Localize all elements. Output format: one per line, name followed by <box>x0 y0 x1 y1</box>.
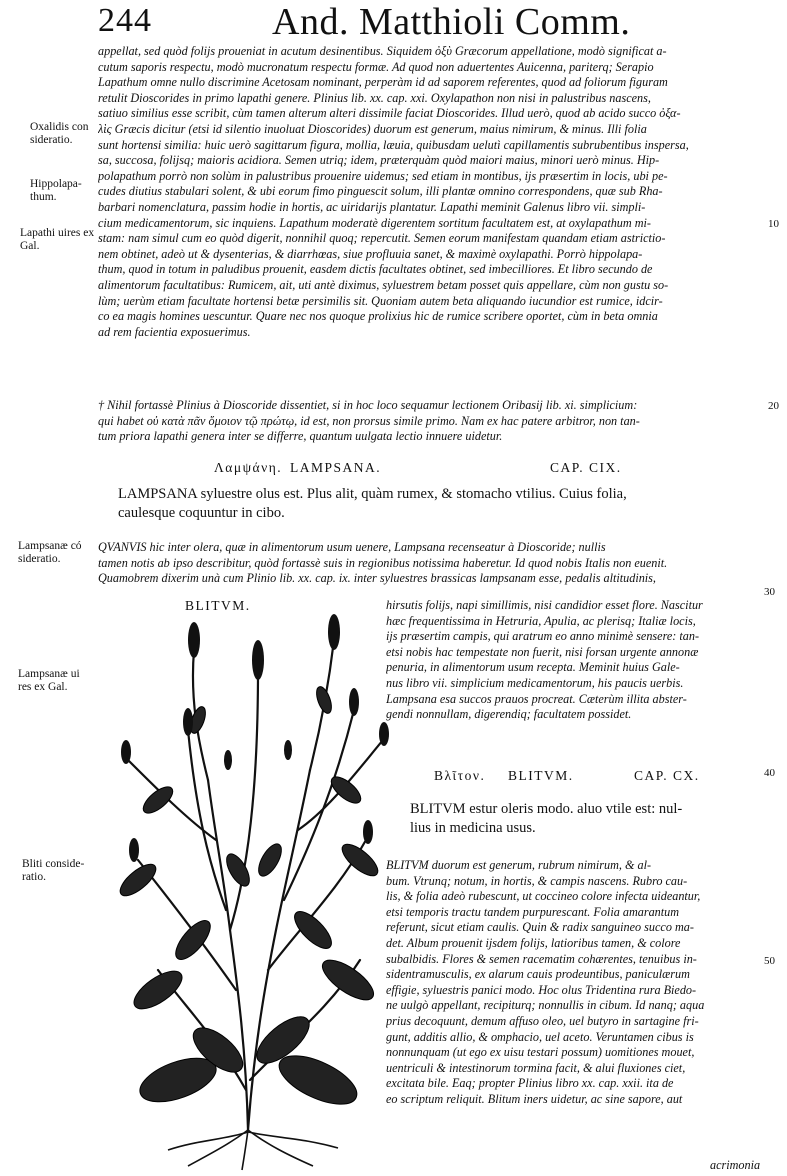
text-line: lùm; uerùm etiam facultate hortensi betæ persimilis sit. Quoniam autem beta aliquando iucundior est rumice, idcir- <box>98 293 663 308</box>
text-line: uentriculi & intestinorum tormina facit, & alui fluxiones ciet, <box>386 1060 686 1075</box>
text-line: qui habet οὐ κατὰ πᾶν ὅμοιον τῷ πρώτῳ, id est, non prorsus simile primo. Nam ex hac patere arbitror, non tan- <box>98 413 640 428</box>
text-line: sunt hortensi similia: huic uerò sagittarum figura, mollia, læuia, quibusdam uelutì capillamentis subrubentibus inspersa, <box>98 137 689 152</box>
text-line: thum, quod in totum in paludibus prouenit, easdem dictis facultates obtinet, sed imbecilliores. Et libro secundo de <box>98 262 653 277</box>
text-line: sidentramusculis, ex alarum cauis prodeuntibus, paniculærum <box>386 967 690 982</box>
text-line: etsi temporis tractu tandem purpurescant. Folia amarantum <box>386 904 680 919</box>
text-line: cudes diutius stabulari solent, & ubi eorum fimo pinguescit solum, illi plantæ omnino correspondens, quæ sub Rha- <box>98 184 663 199</box>
margin-note-hippolapathum: Hippolapa- thum. <box>30 178 82 203</box>
margin-note-lampsanae-uires: Lampsanæ ui res ex Gal. <box>18 668 80 693</box>
text-line: nonnunquam (ut ego ex uisu testari possum) uomitiones mouet, <box>386 1045 695 1060</box>
text-line: alimentorum facultatibus: Rumicem, ait, uti antè diximus, syluestrem betam posset quis appellare, cùm non gustu so- <box>98 277 669 292</box>
lampsana-commentary-column <box>386 598 762 723</box>
blitum-woodcut-illustration <box>98 610 398 1172</box>
lampsana-chapter: CAP. CIX. <box>550 460 622 475</box>
lampsana-title: LAMPSANA. <box>290 460 382 475</box>
text-line: λὶς Græcis dicitur (etsi id silentio inuoluat Dioscorides) duorum est generum, maius nimirum, & minus. Illi folia <box>98 121 647 136</box>
text-line: BLITVM estur oleris modo. aluo vtile est: nul- <box>410 801 683 817</box>
line-number: 20 <box>768 400 779 412</box>
text-line: tum priora lapathi genera inter se differre, quantum uulgata lectio innuere uidetur. <box>98 429 503 444</box>
blitum-title: BLITVM. <box>508 768 574 783</box>
text-line: Lampsana esa succos prauos procreat. Cæterùm illita abster- <box>386 691 687 706</box>
text-line: nem obtinet, adeò ut & dysenterias, & diarrhœas, siue profluuia sanet, & maximè oxylapathi. Porrò hippolapa- <box>98 246 643 261</box>
line-number: 50 <box>764 955 775 967</box>
catchword: acrimonia <box>710 1158 761 1172</box>
lampsana-greek-title: Λαμψάνη. <box>214 460 283 475</box>
margin-note-lampsanae-consideratio: Lampsanæ có sideratio. <box>18 540 82 565</box>
line-number: 10 <box>768 218 779 230</box>
page-number: 244 <box>98 2 152 39</box>
text-line: lis, & folia adeò rubescunt, ut coccineo colore infecta uideantur, <box>386 889 701 904</box>
lampsana-commentary <box>98 540 762 587</box>
text-line: ad rem facientia exposuerimus. <box>98 324 251 339</box>
text-line: ijs præsertim campis, qui aratrum eo anno minimè sensere: tan- <box>386 629 700 644</box>
text-line: penuria, in alimentorum usum recepta. Meminit huius Gale- <box>386 660 680 675</box>
text-line: nus libro vii. simplicium medicamentorum, his paucis uerbis. <box>386 675 684 690</box>
text-line: barbari nomenclatura, passim hodie in hortis, ac uiridarijs plantatur. Lapathi meminit Galenus libro vii. simpli- <box>98 199 646 214</box>
text-line: cutum saporis respectu, modò mucronatum respectu formæ. Ad quod non aduertentes Auicenna, pariterq; Serapio <box>98 59 654 74</box>
text-line: gendi nonnullam, digerendiq; facultatem possidet. <box>386 707 632 722</box>
text-line: lius in medicina usus. <box>410 820 536 836</box>
text-line: satiuo similius esse scribit, cùm tamen alterum alteri dissimile faciat Dioscorides. Illud uerò, quod ab acido succo ὀξα- <box>98 106 681 121</box>
blitum-commentary <box>386 858 762 1108</box>
line-number: 40 <box>764 767 775 779</box>
text-line: Quamobrem dixerim unà cum Plinio lib. xx. cap. ix. inter syluestres brassicas lampsanam esse, pedalis altitudinis, <box>98 571 656 586</box>
text-line: hirsutis folijs, napi simillimis, nisi candidior esset flore. Nascitur <box>386 598 703 612</box>
text-line: † Nihil fortassè Plinius à Dioscoride dissentiet, si in hoc loco sequamur lectionem Oribasij lib. xi. simplicium: <box>98 398 638 412</box>
figure-caption: BLITVM. <box>185 598 251 613</box>
text-line: polapathum porrò non solùm in palustribus prouenire uidemus; sed etiam in montibus, ijs præsertim in locis, ubi pe- <box>98 168 668 183</box>
commentary-note-oribasius <box>98 398 762 445</box>
blitum-greek-title: Βλῖτον. <box>434 768 486 783</box>
text-line: retulit Dioscorides in primo lapathi genere. Plinius lib. xx. cap. xxi. Oxylapathon non nisi in palustribus nascens, <box>98 90 651 105</box>
text-line: caulesque coquuntur in cibo. <box>118 505 285 521</box>
text-line: bum. Vtrunq; notum, in hortis, & campis nascens. Rubro cau- <box>386 873 688 888</box>
blitum-chapter: CAP. CX. <box>634 768 700 783</box>
text-line: etsi nobis hac tempestate non fuerit, nisi forsan urgente annonæ <box>386 644 699 659</box>
text-line: Lapathum omne nullo discrimine Acetosam nominant, perperàm id ad saporem referentes, quod ad foliorum figuram <box>98 75 668 90</box>
blitum-dioscorides-text <box>410 800 764 838</box>
text-line: cium medicamentorum, sic inquiens. Lapathum moderatè digerentem sortitum facultatem est, at oxylapathum mi- <box>98 215 651 230</box>
text-line: det. Album prouenit ijsdem folijs, latioribus tamen, & colore <box>386 935 681 950</box>
line-number: 30 <box>764 586 775 598</box>
text-line: sa, succosa, folijsq; maioris acidiora. Semen utriq; idem, præterquàm quòd maiori maius, minori uerò minus. Hip- <box>98 153 660 168</box>
commentary-paragraph-lapathum <box>98 44 762 340</box>
text-line: ne uulgò appellant, recipiturq; nonnullis in cibum. Id nanq; aqua <box>386 998 705 1013</box>
text-line: prius decoquunt, demum affuso oleo, uel butyro in sartagine fri- <box>386 1013 699 1028</box>
lampsana-dioscorides-text <box>118 485 764 523</box>
text-line: QVANVIS hic inter olera, quæ in alimentorum usum uenere, Lampsana recenseatur à Dioscoride; nullis <box>98 540 606 554</box>
text-line: excitata bile. Eaq; propter Plinius libro xx. cap. xxii. ita de <box>386 1076 674 1091</box>
margin-note-lapathi-uires: Lapathi uires ex Gal. <box>20 227 95 252</box>
text-line: hæc frequentissima in Hetruria, Apulia, ac plerisq; Italiæ locis, <box>386 613 696 628</box>
margin-note-bliti-consideratio: Bliti conside- ratio. <box>22 858 85 883</box>
text-line: eo scriptum reliquit. Blitum iners uidetur, ac sine sapore, aut <box>386 1091 683 1106</box>
text-line: LAMPSANA syluestre olus est. Plus alit, quàm rumex, & stomacho vtilius. Cuius folia, <box>118 486 627 502</box>
text-line: effigie, syluestris panici modo. Hoc olus Tridentina rura Biedo- <box>386 982 697 997</box>
text-line: tamen notis ab ipso describitur, quòd fortassè suis in regionibus notissima haberetur. Id quod nobis Italis non euenit. <box>98 555 668 570</box>
text-line: appellat, sed quòd folijs proueniat in acutum desinentibus. Siquidem ὀξὺ Græcorum appellatione, modò significat a- <box>98 44 667 58</box>
text-line: referunt, sicut etiam caulis. Quin & radix sanguineo succo ma- <box>386 920 694 935</box>
text-line: subalbidis. Flores & semen racematim cohærentes, tenuibus in- <box>386 951 697 966</box>
text-line: stam: nam simul cum eo quòd digerit, nonnihil quoq; repercutit. Semen eorum manifestam quandam etiam astrictio- <box>98 231 666 246</box>
text-line: gunt, additis allio, & omphacio, uel aceto. Veruntamen cibus is <box>386 1029 694 1044</box>
margin-note-oxalidis: Oxalidis con sideratio. <box>30 121 89 146</box>
text-line: co ea magis homines uescuntur. Quare nec nos quoque prolixius hic de rumice scribere oportet, cùm in beta omnia <box>98 309 658 324</box>
running-title: And. Matthioli Comm. <box>272 1 631 43</box>
text-line: BLITVM duorum est generum, rubrum nimirum, & al- <box>386 858 652 872</box>
